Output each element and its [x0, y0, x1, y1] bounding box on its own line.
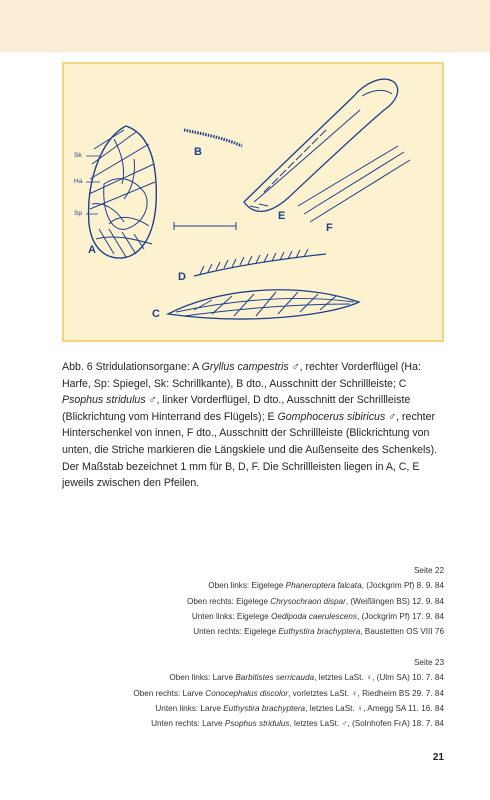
credit-text: Oben links: Larve	[169, 673, 236, 683]
caption-part-1: ♂, rechter Vorderflügel (Ha: Harfe, Sp: Spiegel, Sk: Schrillkante), B dto., Ausschnitt der Schrillleiste; C	[62, 361, 421, 390]
label-a: A	[88, 244, 96, 256]
credit-text: , (Jockgrim Pf) 17. 9. 84	[357, 611, 444, 621]
label-e: E	[278, 210, 286, 222]
credit-text: , (Jockgrim Pf) 8. 9. 84	[361, 581, 444, 591]
page-number: 21	[432, 752, 444, 763]
credit-line	[133, 701, 444, 716]
figure-caption	[62, 359, 448, 492]
credit-text: , vorletztes LaSt. ♀, Riedheim BS 29. 7. 84	[288, 688, 444, 698]
label-c: C	[152, 308, 160, 320]
credit-line	[187, 594, 444, 609]
credit-text: Unten links: Eigelege	[191, 611, 272, 621]
credit-text: Unten rechts: Eigelege	[193, 627, 279, 637]
label-b: B	[194, 146, 202, 158]
credit-line	[187, 624, 444, 639]
label-f: F	[326, 222, 333, 234]
caption-species-1: Gryllus campestris	[201, 361, 289, 373]
caption-prefix: Abb. 6 Stridulationsorgane: A	[62, 361, 202, 373]
credit-text: , (Weißlingen BS) 12. 9. 84	[345, 596, 444, 606]
wing-a-drawing	[86, 126, 156, 258]
credit-text: , letztes LaSt. ♀, Amegg SA 11. 16. 84	[305, 703, 444, 713]
credit-text: Oben links: Eigelege	[208, 581, 286, 591]
photo-credits-page-23	[133, 655, 444, 731]
photo-credits-page-22	[187, 563, 444, 639]
caption-part-3: ♂, rechter Hinterschenkel von innen, F dto., Ausschnitt der Schrillleiste (Blickrichtung von unten, die Striche markieren die Längskiele und die Außenseite des Schenkels). Der Maßstab bezeichnet 1 mm für B, D, F. Die Schrillleisten liegen in A, C, E jeweils zwischen den Pfeilen.	[62, 410, 438, 490]
credit-text: Unten rechts: Larve	[151, 719, 225, 729]
credit-species: Psophus stridulus	[224, 719, 290, 729]
credits-heading: Seite 23	[413, 658, 444, 667]
label-sp: Sp	[74, 210, 82, 217]
credit-line	[133, 686, 444, 701]
file-d-drawing	[194, 249, 326, 276]
credit-text: Unten links: Larve	[155, 703, 224, 713]
label-d: D	[178, 271, 186, 283]
caption-species-3: Gomphocerus sibiricus	[277, 410, 386, 423]
credit-line	[187, 609, 444, 624]
label-sk: Sk	[74, 152, 82, 159]
figure-illustration	[62, 62, 444, 342]
credit-species: Chrysochraon dispar	[270, 596, 346, 606]
file-b-drawing	[184, 130, 242, 146]
credit-species: Barbitistes serricauda	[235, 673, 315, 683]
credit-species: Euthystira brachyptera	[278, 627, 361, 637]
label-ha: Ha	[74, 178, 83, 185]
credit-species: Oedipoda caerulescens	[271, 611, 358, 621]
femur-e-drawing	[244, 79, 398, 211]
stridulation-organs-drawing	[64, 64, 442, 340]
caption-species-2: Psophus stridulus	[62, 394, 146, 407]
credit-line	[187, 578, 444, 593]
credit-text: , letztes LaSt. ♀, (Ulm SA) 10. 7. 84	[314, 673, 444, 683]
credit-text: Oben rechts: Larve	[133, 688, 206, 698]
credit-text: Oben rechts: Eigelege	[187, 596, 271, 606]
file-f-drawing	[298, 146, 410, 222]
scale-bar	[174, 222, 236, 230]
credit-line	[133, 670, 444, 685]
credit-species: Euthystira brachyptera	[223, 703, 306, 713]
wing-c-drawing	[168, 290, 359, 319]
credit-line	[133, 716, 444, 731]
credit-species: Phaneroptera falcata	[285, 581, 362, 591]
credits-heading: Seite 22	[413, 566, 444, 575]
credit-text: , Baustetten OS VIII 76	[360, 627, 444, 637]
top-color-band	[0, 0, 490, 52]
caption-part-2: ♂, linker Vorderflügel, D dto., Ausschnitt der Schrillleiste (Blickrichtung vom Hinterrand des Flügels); E	[62, 394, 411, 423]
credit-text: , letztes LaSt. ♂, (Solnhofen FrA) 18. 7. 84	[289, 719, 444, 729]
credit-species: Conocephalus discolor	[205, 688, 289, 698]
